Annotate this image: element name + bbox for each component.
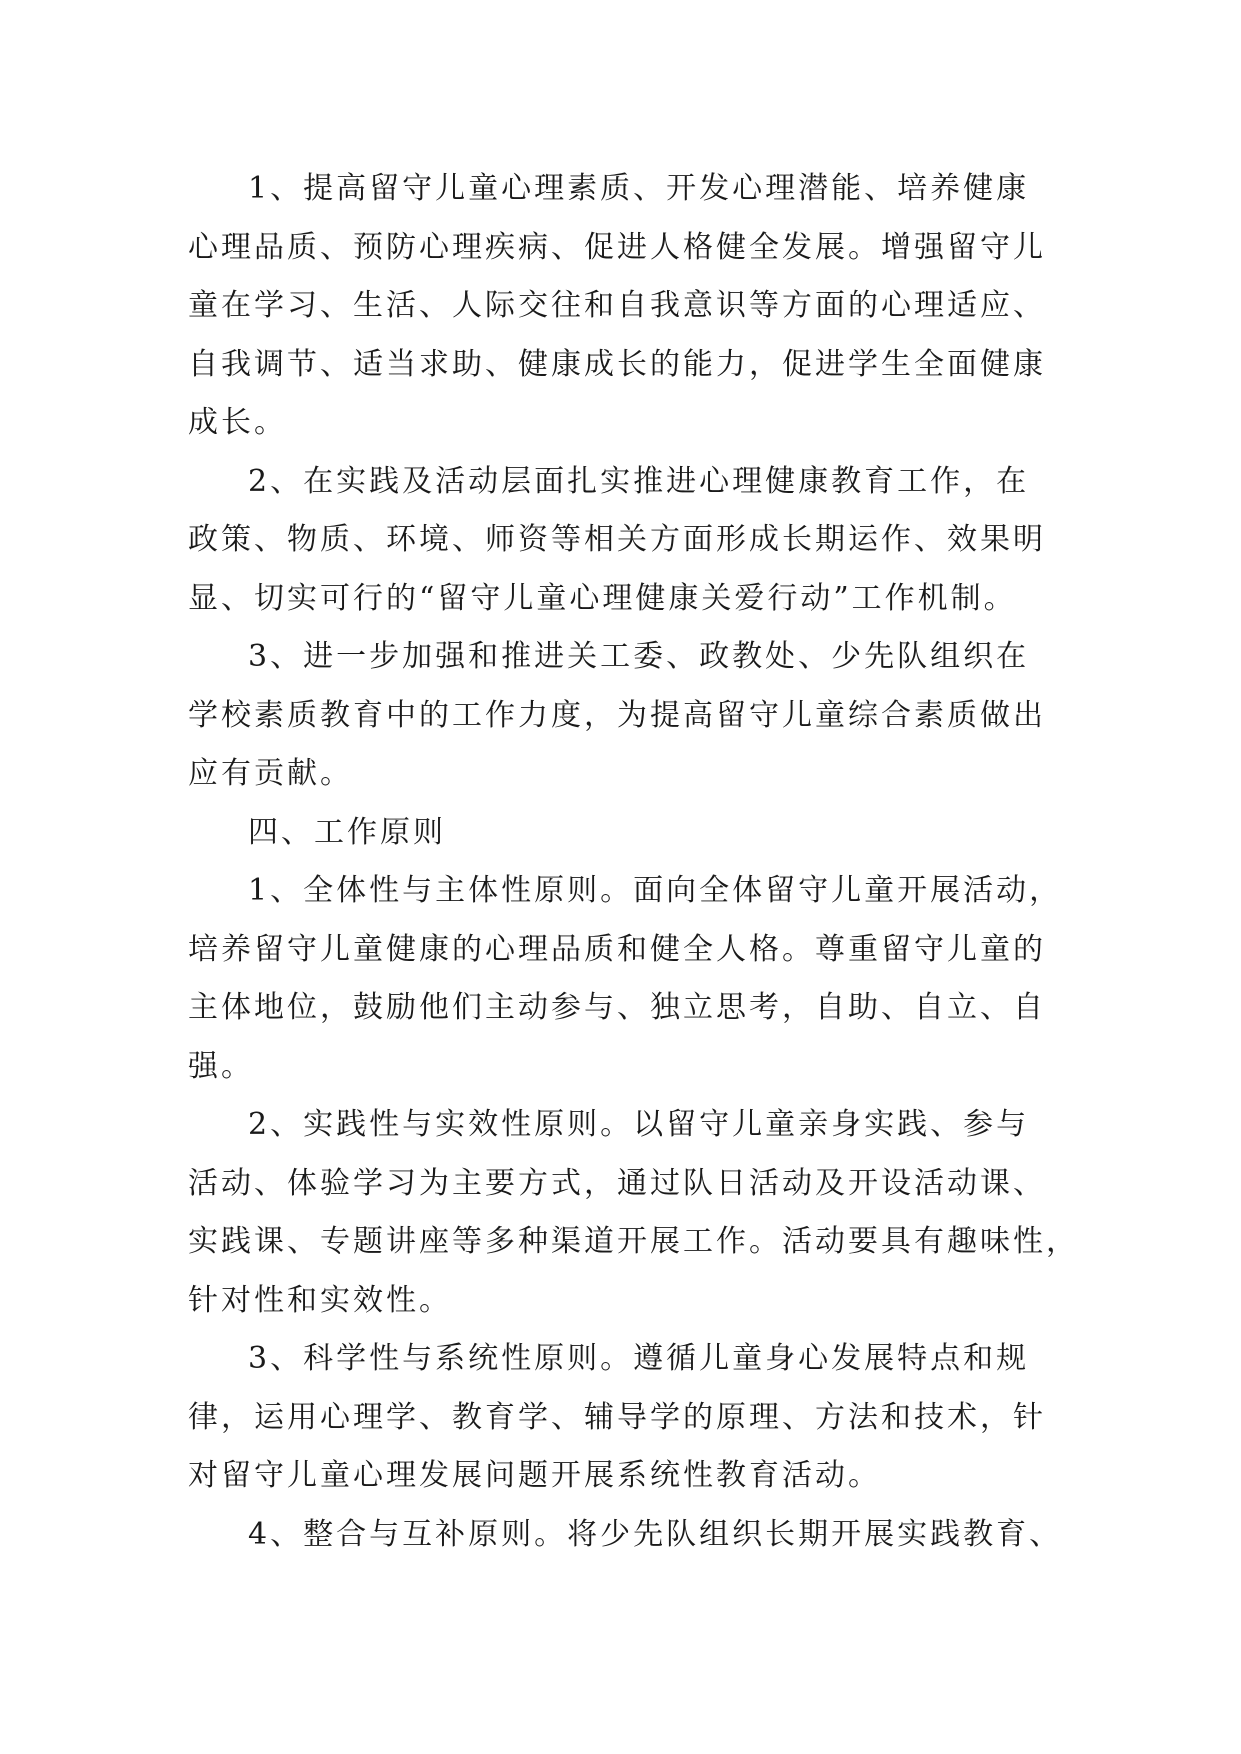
text-line: 3、科学性与系统性原则。遵循儿童身心发展特点和规	[248, 1341, 1030, 1376]
paragraph	[188, 1506, 1063, 1565]
text-line: 成长。	[188, 405, 287, 440]
text-line: 4、整合与互补原则。将少先队组织长期开展实践教育、	[248, 1516, 1063, 1552]
text-line: 针对性和实效性。	[188, 1282, 452, 1318]
text-line: 应有贡献。	[188, 756, 353, 791]
text-line: 3、进一步加强和推进关工委、政教处、少先队组织在	[248, 639, 1030, 674]
text-line: 政策、物质、环境、师资等相关方面形成长期运作、效果明	[188, 522, 1046, 557]
document-body	[188, 160, 1079, 1564]
text-line: 培养留守儿童健康的心理品质和健全人格。尊重留守儿童的	[188, 931, 1046, 967]
text-line: 实践课、专题讲座等多种渠道开展工作。活动要具有趣味性，	[188, 1224, 1079, 1259]
text-line: 2、在实践及活动层面扎实推进心理健康教育工作，在	[248, 463, 1030, 499]
paragraph	[188, 160, 1063, 453]
text-line: 1、提高留守儿童心理素质、开发心理潜能、培养健康	[248, 171, 1030, 206]
text-line: 显、切实可行的“留守儿童心理健康关爱行动”工作机制。	[188, 580, 1017, 616]
paragraph	[188, 453, 1063, 629]
text-line: 学校素质教育中的工作力度，为提高留守儿童综合素质做出	[188, 697, 1046, 733]
paragraph	[188, 1096, 1079, 1330]
text-line: 四、工作原则	[248, 814, 446, 850]
text-line: 自我调节、适当求助、健康成长的能力，促进学生全面健康	[188, 346, 1046, 382]
text-line: 强。	[188, 1048, 254, 1084]
text-line: 活动、体验学习为主要方式，通过队日活动及开设活动课、	[188, 1165, 1046, 1201]
paragraph	[188, 862, 1063, 1096]
paragraph	[188, 804, 1063, 863]
text-line: 主体地位，鼓励他们主动参与、独立思考，自助、自立、自	[188, 990, 1046, 1025]
text-line: 童在学习、生活、人际交往和自我意识等方面的心理适应、	[188, 288, 1046, 323]
text-line: 2、实践性与实效性原则。以留守儿童亲身实践、参与	[248, 1107, 1030, 1142]
text-line: 律，运用心理学、教育学、辅导学的原理、方法和技术，针	[188, 1399, 1046, 1435]
paragraph	[188, 1330, 1063, 1506]
text-line: 1、全体性与主体性原则。面向全体留守儿童开展活动，	[248, 873, 1063, 908]
text-line: 心理品质、预防心理疾病、促进人格健全发展。增强留守儿	[188, 229, 1046, 265]
text-line: 对留守儿童心理发展问题开展系统性教育活动。	[188, 1458, 881, 1493]
paragraph	[188, 628, 1063, 804]
